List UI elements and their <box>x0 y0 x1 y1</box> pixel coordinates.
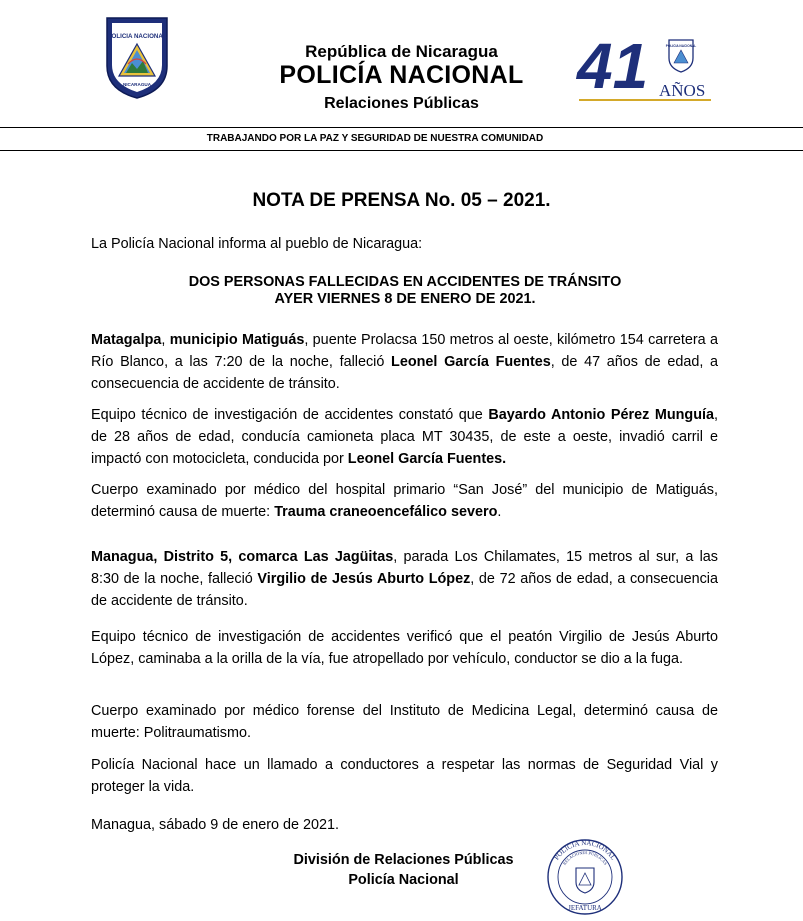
seal-top-text: POLICIA NACIONAL <box>552 838 618 862</box>
paragraph-matagalpa-incident <box>91 329 718 395</box>
bold-text-run: municipio Matiguás <box>169 332 305 348</box>
text-run: Equipo técnico de investigación de accidentes constató que <box>91 407 489 423</box>
bold-text-run: Leonel García Fuentes <box>391 354 551 370</box>
paragraph-call-to-action <box>91 754 718 798</box>
bold-text-run: Managua, Distrito 5, comarca Las Jagüitas <box>91 549 394 565</box>
mini-badge-text: POLICIA NACIONAL <box>665 44 697 48</box>
badge-bottom-text: NICARAGUA <box>122 82 152 87</box>
header-divider-top <box>0 127 803 128</box>
bold-text-run: Matagalpa <box>91 332 162 348</box>
signature-block <box>252 850 555 890</box>
signature-division: División de Relaciones Públicas <box>293 852 514 868</box>
text-run: , de 28 años de edad, conducía camioneta placa MT 30435, de este a oeste, invadió carril e impactó con motocicleta, conducida por <box>91 407 718 467</box>
text-run: Cuerpo examinado por médico del hospital primario “San José” del municipio de Matiguás, determinó causa de muerte: <box>91 482 718 520</box>
svg-text:RELACIONES PÚBLICAS <box>562 850 609 867</box>
paragraph-managua-cause <box>91 700 718 744</box>
seal-bottom-text: JEFATURA <box>568 904 602 912</box>
bold-text-run: Virgilio de Jesús Aburto López <box>257 571 471 587</box>
anniversary-logo <box>575 36 715 106</box>
text-run: Cuerpo examinado por médico forense del Instituto de Medicina Legal, determinó causa de muerte: Politraumatismo. <box>91 703 718 741</box>
text-run: Policía Nacional hace un llamado a conductores a respetar las normas de Seguridad Vial y proteger la vida. <box>91 757 718 795</box>
paragraph-managua-investigation <box>91 626 718 670</box>
paragraph-managua-incident <box>91 546 718 612</box>
badge-top-text: POLICIA NACIONAL <box>107 33 167 40</box>
text-run: , <box>161 332 170 348</box>
paragraph-matagalpa-cause <box>91 479 718 523</box>
anniversary-word: AÑOS <box>659 81 706 100</box>
seal-inner-text: RELACIONES PÚBLICAS <box>561 849 609 866</box>
bold-text-run: Bayardo Antonio Pérez Munguía <box>488 407 714 423</box>
text-run: , de 72 años de edad, a consecuencia de accidente de tránsito. <box>91 571 718 609</box>
headline-line-2: AYER VIERNES 8 DE ENERO DE 2021. <box>274 291 536 307</box>
header-organization: POLICÍA NACIONAL <box>279 61 524 89</box>
header-divider-bottom <box>0 150 803 151</box>
press-note-headline <box>0 274 803 308</box>
paragraph-matagalpa-investigation <box>91 404 718 470</box>
press-note-intro: La Policía Nacional informa al pueblo de Nicaragua: <box>91 236 423 252</box>
header-country: República de Nicaragua <box>305 42 498 61</box>
signature-organization: Policía Nacional <box>348 872 459 888</box>
headline-line-1: DOS PERSONAS FALLECIDAS EN ACCIDENTES DE TRÁNSITO <box>188 274 622 290</box>
text-run: , parada Los Chilamates, 15 metros al sur, a las 8:30 de la noche, falleció <box>91 549 718 587</box>
bold-text-run: Leonel García Fuentes. <box>347 451 507 467</box>
header-motto: TRABAJANDO POR LA PAZ Y SEGURIDAD DE NUESTRA COMUNIDAD <box>206 133 544 144</box>
text-run: , de 47 años de edad, a consecuencia de accidente de tránsito. <box>91 354 719 392</box>
text-run: Managua, sábado 9 de enero de 2021. <box>91 817 340 833</box>
bold-text-run: Trauma craneoencefálico severo <box>274 504 498 520</box>
text-run: , puente Prolacsa 150 metros al oeste, kilómetro 154 carretera a Río Blanco, a las 7:20 de la noche, falleció <box>91 332 718 370</box>
official-seal-stamp <box>543 838 627 916</box>
press-note-title: NOTA DE PRENSA No. 05 – 2021. <box>252 190 551 211</box>
paragraph-dateline <box>91 814 718 836</box>
header-department: Relaciones Públicas <box>324 95 479 112</box>
anniversary-number: 41 <box>577 36 649 102</box>
text-run: Equipo técnico de investigación de accidentes verificó que el peatón Virgilio de Jesús Aburto López, caminaba a la orilla de la vía, fue atropellado por vehículo, conductor se dio a la fuga. <box>91 629 718 667</box>
text-run: . <box>497 504 502 520</box>
